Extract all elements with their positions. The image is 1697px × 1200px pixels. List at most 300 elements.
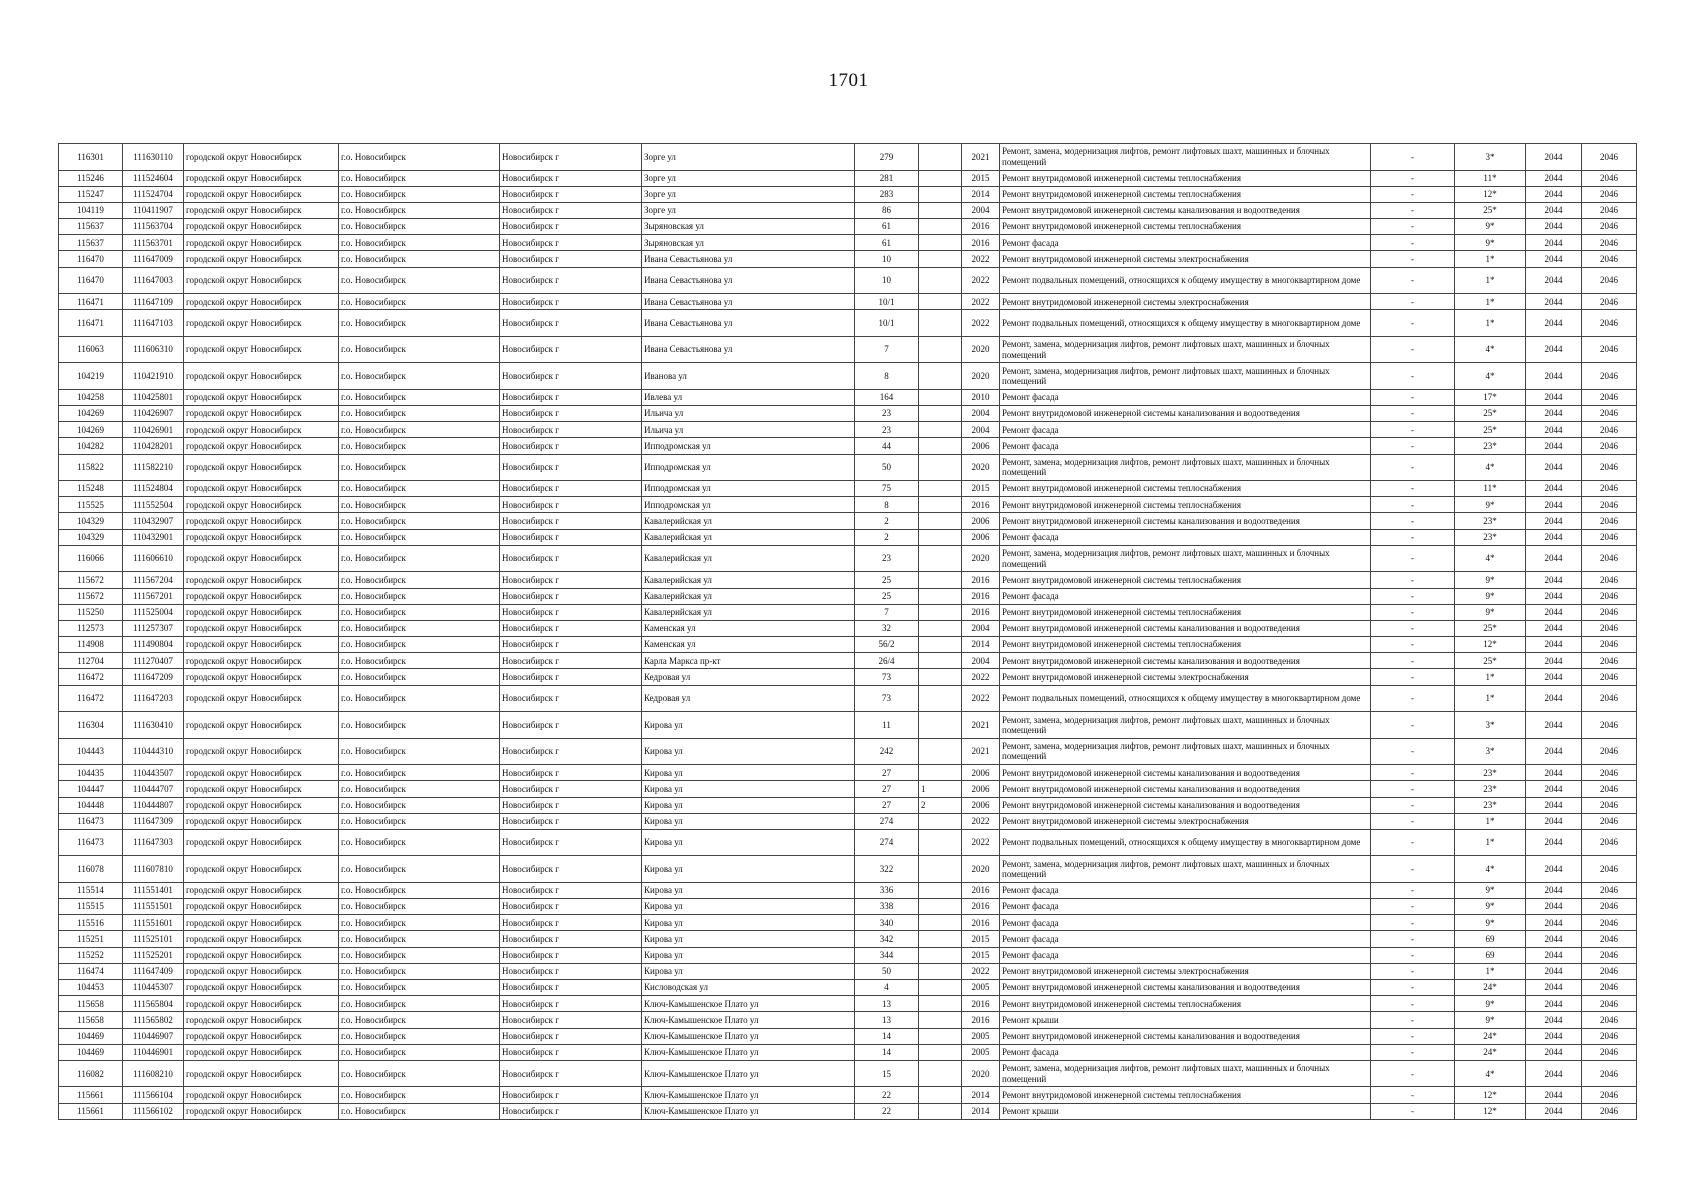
street-cell: Кирова ул <box>642 797 855 813</box>
year-cell: 2020 <box>962 363 1000 390</box>
period-cell: 23* <box>1455 765 1526 781</box>
table-row <box>59 931 1637 947</box>
record-id-cell: 111565804 <box>123 996 184 1012</box>
year-cell: 2005 <box>962 1028 1000 1044</box>
settlement-cell: г.о. Новосибирск <box>339 186 500 202</box>
house-id-cell: 116474 <box>59 963 123 979</box>
year-from-cell: 2044 <box>1526 996 1582 1012</box>
year-from-cell: 2044 <box>1526 637 1582 653</box>
house-id-cell: 115672 <box>59 572 123 588</box>
period-cell: 3* <box>1455 738 1526 765</box>
year-from-cell: 2044 <box>1526 980 1582 996</box>
settlement-cell: г.о. Новосибирск <box>339 882 500 898</box>
locality-cell: Новосибирск г <box>500 996 642 1012</box>
record-id-cell: 110432901 <box>123 529 184 545</box>
house-id-cell: 104447 <box>59 781 123 797</box>
house-id-cell: 115247 <box>59 186 123 202</box>
house-number-cell: 4 <box>855 980 919 996</box>
settlement-cell: г.о. Новосибирск <box>339 604 500 620</box>
settlement-cell: г.о. Новосибирск <box>339 310 500 337</box>
year-from-cell: 2044 <box>1526 481 1582 497</box>
record-id-cell: 111606610 <box>123 545 184 572</box>
year-cell: 2020 <box>962 454 1000 481</box>
record-id-cell: 111647003 <box>123 267 184 294</box>
year-from-cell: 2044 <box>1526 1028 1582 1044</box>
settlement-cell: г.о. Новосибирск <box>339 438 500 454</box>
year-cell: 2020 <box>962 336 1000 363</box>
table-row <box>59 406 1637 422</box>
house-number-cell: 22 <box>855 1103 919 1119</box>
period-cell: 24* <box>1455 980 1526 996</box>
locality-cell: Новосибирск г <box>500 497 642 513</box>
period-cell: 1* <box>1455 813 1526 829</box>
house-id-cell: 116470 <box>59 267 123 294</box>
period-cell: 23* <box>1455 438 1526 454</box>
municipal-district-cell: городской округ Новосибирск <box>184 899 339 915</box>
building-cell <box>919 310 962 337</box>
table-row <box>59 144 1637 171</box>
locality-cell: Новосибирск г <box>500 899 642 915</box>
settlement-cell: г.о. Новосибирск <box>339 765 500 781</box>
settlement-cell: г.о. Новосибирск <box>339 653 500 669</box>
work-type-cell: Ремонт фасада <box>1000 931 1371 947</box>
locality-cell: Новосибирск г <box>500 186 642 202</box>
record-id-cell: 111552504 <box>123 497 184 513</box>
settlement-cell: г.о. Новосибирск <box>339 406 500 422</box>
dash-cell: - <box>1371 712 1455 739</box>
settlement-cell: г.о. Новосибирск <box>339 915 500 931</box>
year-to-cell: 2046 <box>1582 963 1637 979</box>
work-type-cell: Ремонт фасада <box>1000 529 1371 545</box>
dash-cell: - <box>1371 813 1455 829</box>
settlement-cell: г.о. Новосибирск <box>339 294 500 310</box>
house-number-cell: 22 <box>855 1087 919 1103</box>
year-to-cell: 2046 <box>1582 310 1637 337</box>
street-cell: Кавалерийская ул <box>642 513 855 529</box>
municipal-district-cell: городской округ Новосибирск <box>184 406 339 422</box>
locality-cell: Новосибирск г <box>500 438 642 454</box>
house-number-cell: 8 <box>855 363 919 390</box>
year-to-cell: 2046 <box>1582 797 1637 813</box>
settlement-cell: г.о. Новосибирск <box>339 144 500 171</box>
street-cell: Ивана Севастьянова ул <box>642 251 855 267</box>
dash-cell: - <box>1371 781 1455 797</box>
dash-cell: - <box>1371 170 1455 186</box>
locality-cell: Новосибирск г <box>500 712 642 739</box>
house-id-cell: 104448 <box>59 797 123 813</box>
municipal-district-cell: городской округ Новосибирск <box>184 454 339 481</box>
record-id-cell: 110444807 <box>123 797 184 813</box>
municipal-district-cell: городской округ Новосибирск <box>184 813 339 829</box>
period-cell: 9* <box>1455 497 1526 513</box>
house-number-cell: 10/1 <box>855 294 919 310</box>
year-cell: 2014 <box>962 186 1000 202</box>
year-from-cell: 2044 <box>1526 620 1582 636</box>
building-cell <box>919 186 962 202</box>
building-cell <box>919 637 962 653</box>
house-number-cell: 342 <box>855 931 919 947</box>
work-type-cell: Ремонт внутридомовой инженерной системы канализования и водоотведения <box>1000 781 1371 797</box>
record-id-cell: 111647203 <box>123 685 184 712</box>
municipal-district-cell: городской округ Новосибирск <box>184 685 339 712</box>
period-cell: 4* <box>1455 454 1526 481</box>
settlement-cell: г.о. Новосибирск <box>339 712 500 739</box>
table-row <box>59 219 1637 235</box>
house-id-cell: 115661 <box>59 1103 123 1119</box>
street-cell: Ключ-Камышенское Плато ул <box>642 1103 855 1119</box>
building-cell <box>919 653 962 669</box>
street-cell: Кирова ул <box>642 829 855 856</box>
period-cell: 1* <box>1455 963 1526 979</box>
dash-cell: - <box>1371 1103 1455 1119</box>
dash-cell: - <box>1371 186 1455 202</box>
year-from-cell: 2044 <box>1526 915 1582 931</box>
record-id-cell: 111525101 <box>123 931 184 947</box>
year-to-cell: 2046 <box>1582 572 1637 588</box>
year-cell: 2015 <box>962 170 1000 186</box>
building-cell <box>919 294 962 310</box>
street-cell: Кирова ул <box>642 882 855 898</box>
year-cell: 2021 <box>962 712 1000 739</box>
street-cell: Кирова ул <box>642 781 855 797</box>
house-number-cell: 15 <box>855 1060 919 1087</box>
year-from-cell: 2044 <box>1526 389 1582 405</box>
year-from-cell: 2044 <box>1526 604 1582 620</box>
work-type-cell: Ремонт внутридомовой инженерной системы теплоснабжения <box>1000 481 1371 497</box>
locality-cell: Новосибирск г <box>500 513 642 529</box>
year-to-cell: 2046 <box>1582 604 1637 620</box>
house-number-cell: 27 <box>855 765 919 781</box>
year-from-cell: 2044 <box>1526 1012 1582 1028</box>
locality-cell: Новосибирск г <box>500 1103 642 1119</box>
year-to-cell: 2046 <box>1582 235 1637 251</box>
dash-cell: - <box>1371 931 1455 947</box>
settlement-cell: г.о. Новосибирск <box>339 389 500 405</box>
dash-cell: - <box>1371 406 1455 422</box>
house-number-cell: 50 <box>855 963 919 979</box>
house-id-cell: 116063 <box>59 336 123 363</box>
settlement-cell: г.о. Новосибирск <box>339 572 500 588</box>
year-to-cell: 2046 <box>1582 363 1637 390</box>
work-type-cell: Ремонт, замена, модернизация лифтов, ремонт лифтовых шахт, машинных и блочных помещений <box>1000 712 1371 739</box>
record-id-cell: 111563701 <box>123 235 184 251</box>
table-row <box>59 529 1637 545</box>
year-to-cell: 2046 <box>1582 202 1637 218</box>
year-from-cell: 2044 <box>1526 336 1582 363</box>
building-cell <box>919 1012 962 1028</box>
street-cell: Кирова ул <box>642 947 855 963</box>
street-cell: Зорге ул <box>642 186 855 202</box>
dash-cell: - <box>1371 829 1455 856</box>
period-cell: 69 <box>1455 931 1526 947</box>
table-row <box>59 481 1637 497</box>
dash-cell: - <box>1371 572 1455 588</box>
municipal-district-cell: городской округ Новосибирск <box>184 856 339 883</box>
locality-cell: Новосибирск г <box>500 219 642 235</box>
year-cell: 2022 <box>962 251 1000 267</box>
settlement-cell: г.о. Новосибирск <box>339 481 500 497</box>
house-number-cell: 44 <box>855 438 919 454</box>
building-cell <box>919 572 962 588</box>
building-cell <box>919 219 962 235</box>
year-cell: 2022 <box>962 310 1000 337</box>
street-cell: Кирова ул <box>642 915 855 931</box>
period-cell: 23* <box>1455 529 1526 545</box>
settlement-cell: г.о. Новосибирск <box>339 588 500 604</box>
year-from-cell: 2044 <box>1526 685 1582 712</box>
work-type-cell: Ремонт, замена, модернизация лифтов, ремонт лифтовых шахт, машинных и блочных помещений <box>1000 336 1371 363</box>
house-id-cell: 116066 <box>59 545 123 572</box>
year-from-cell: 2044 <box>1526 653 1582 669</box>
work-type-cell: Ремонт внутридомовой инженерной системы электроснабжения <box>1000 813 1371 829</box>
house-id-cell: 116473 <box>59 829 123 856</box>
municipal-district-cell: городской округ Новосибирск <box>184 1103 339 1119</box>
record-id-cell: 111563704 <box>123 219 184 235</box>
period-cell: 9* <box>1455 604 1526 620</box>
house-number-cell: 11 <box>855 712 919 739</box>
building-cell <box>919 454 962 481</box>
table-row <box>59 781 1637 797</box>
period-cell: 1* <box>1455 310 1526 337</box>
year-cell: 2020 <box>962 545 1000 572</box>
house-number-cell: 344 <box>855 947 919 963</box>
building-cell <box>919 765 962 781</box>
settlement-cell: г.о. Новосибирск <box>339 947 500 963</box>
street-cell: Зорге ул <box>642 170 855 186</box>
street-cell: Кирова ул <box>642 856 855 883</box>
locality-cell: Новосибирск г <box>500 781 642 797</box>
dash-cell: - <box>1371 497 1455 513</box>
record-id-cell: 111607810 <box>123 856 184 883</box>
house-id-cell: 115251 <box>59 931 123 947</box>
building-cell <box>919 1087 962 1103</box>
locality-cell: Новосибирск г <box>500 251 642 267</box>
locality-cell: Новосибирск г <box>500 738 642 765</box>
street-cell: Кавалерийская ул <box>642 572 855 588</box>
record-id-cell: 110432907 <box>123 513 184 529</box>
year-cell: 2004 <box>962 202 1000 218</box>
year-cell: 2016 <box>962 497 1000 513</box>
municipal-district-cell: городской округ Новосибирск <box>184 336 339 363</box>
settlement-cell: г.о. Новосибирск <box>339 738 500 765</box>
dash-cell: - <box>1371 1012 1455 1028</box>
table-row <box>59 813 1637 829</box>
dash-cell: - <box>1371 653 1455 669</box>
street-cell: Ивана Севастьянова ул <box>642 267 855 294</box>
building-cell <box>919 438 962 454</box>
house-number-cell: 10 <box>855 251 919 267</box>
locality-cell: Новосибирск г <box>500 422 642 438</box>
capital-repair-table <box>58 143 1637 1120</box>
table-row <box>59 235 1637 251</box>
locality-cell: Новосибирск г <box>500 947 642 963</box>
locality-cell: Новосибирск г <box>500 931 642 947</box>
street-cell: Кирова ул <box>642 963 855 979</box>
locality-cell: Новосибирск г <box>500 1028 642 1044</box>
settlement-cell: г.о. Новосибирск <box>339 856 500 883</box>
year-to-cell: 2046 <box>1582 637 1637 653</box>
year-cell: 2005 <box>962 980 1000 996</box>
locality-cell: Новосибирск г <box>500 856 642 883</box>
year-from-cell: 2044 <box>1526 497 1582 513</box>
building-cell <box>919 406 962 422</box>
year-from-cell: 2044 <box>1526 144 1582 171</box>
period-cell: 24* <box>1455 1028 1526 1044</box>
year-cell: 2006 <box>962 438 1000 454</box>
year-to-cell: 2046 <box>1582 294 1637 310</box>
year-to-cell: 2046 <box>1582 454 1637 481</box>
year-cell: 2022 <box>962 829 1000 856</box>
street-cell: Ключ-Камышенское Плато ул <box>642 1012 855 1028</box>
house-id-cell: 114908 <box>59 637 123 653</box>
building-cell <box>919 604 962 620</box>
year-cell: 2014 <box>962 1103 1000 1119</box>
dash-cell: - <box>1371 454 1455 481</box>
house-id-cell: 115516 <box>59 915 123 931</box>
period-cell: 25* <box>1455 422 1526 438</box>
house-number-cell: 10/1 <box>855 310 919 337</box>
work-type-cell: Ремонт внутридомовой инженерной системы канализования и водоотведения <box>1000 202 1371 218</box>
locality-cell: Новосибирск г <box>500 202 642 218</box>
table-row <box>59 637 1637 653</box>
street-cell: Каменская ул <box>642 620 855 636</box>
locality-cell: Новосибирск г <box>500 980 642 996</box>
dash-cell: - <box>1371 738 1455 765</box>
record-id-cell: 111608210 <box>123 1060 184 1087</box>
dash-cell: - <box>1371 882 1455 898</box>
record-id-cell: 111525201 <box>123 947 184 963</box>
house-id-cell: 115248 <box>59 481 123 497</box>
year-to-cell: 2046 <box>1582 829 1637 856</box>
house-id-cell: 115250 <box>59 604 123 620</box>
record-id-cell: 110421910 <box>123 363 184 390</box>
record-id-cell: 110446901 <box>123 1044 184 1060</box>
year-cell: 2006 <box>962 765 1000 781</box>
year-to-cell: 2046 <box>1582 738 1637 765</box>
house-number-cell: 27 <box>855 781 919 797</box>
period-cell: 12* <box>1455 1103 1526 1119</box>
year-from-cell: 2044 <box>1526 363 1582 390</box>
year-cell: 2016 <box>962 604 1000 620</box>
period-cell: 11* <box>1455 481 1526 497</box>
year-to-cell: 2046 <box>1582 620 1637 636</box>
settlement-cell: г.о. Новосибирск <box>339 996 500 1012</box>
table-row <box>59 170 1637 186</box>
year-cell: 2015 <box>962 481 1000 497</box>
work-type-cell: Ремонт крыши <box>1000 1103 1371 1119</box>
locality-cell: Новосибирск г <box>500 685 642 712</box>
building-cell <box>919 202 962 218</box>
house-id-cell: 115822 <box>59 454 123 481</box>
street-cell: Иванова ул <box>642 363 855 390</box>
year-to-cell: 2046 <box>1582 765 1637 781</box>
house-id-cell: 115252 <box>59 947 123 963</box>
period-cell: 1* <box>1455 251 1526 267</box>
dash-cell: - <box>1371 310 1455 337</box>
street-cell: Ключ-Камышенское Плато ул <box>642 1028 855 1044</box>
work-type-cell: Ремонт фасада <box>1000 235 1371 251</box>
building-cell <box>919 1044 962 1060</box>
house-number-cell: 336 <box>855 882 919 898</box>
year-to-cell: 2046 <box>1582 267 1637 294</box>
record-id-cell: 111524804 <box>123 481 184 497</box>
year-to-cell: 2046 <box>1582 882 1637 898</box>
record-id-cell: 111551501 <box>123 899 184 915</box>
municipal-district-cell: городской округ Новосибирск <box>184 202 339 218</box>
house-number-cell: 322 <box>855 856 919 883</box>
table-row <box>59 251 1637 267</box>
locality-cell: Новосибирск г <box>500 572 642 588</box>
year-to-cell: 2046 <box>1582 947 1637 963</box>
street-cell: Кедровая ул <box>642 685 855 712</box>
year-cell: 2016 <box>962 882 1000 898</box>
settlement-cell: г.о. Новосибирск <box>339 422 500 438</box>
settlement-cell: г.о. Новосибирск <box>339 813 500 829</box>
year-to-cell: 2046 <box>1582 251 1637 267</box>
period-cell: 9* <box>1455 899 1526 915</box>
locality-cell: Новосибирск г <box>500 235 642 251</box>
house-number-cell: 338 <box>855 899 919 915</box>
dash-cell: - <box>1371 529 1455 545</box>
municipal-district-cell: городской округ Новосибирск <box>184 947 339 963</box>
dash-cell: - <box>1371 637 1455 653</box>
year-from-cell: 2044 <box>1526 1103 1582 1119</box>
house-id-cell: 104258 <box>59 389 123 405</box>
table-row <box>59 947 1637 963</box>
year-to-cell: 2046 <box>1582 513 1637 529</box>
municipal-district-cell: городской округ Новосибирск <box>184 438 339 454</box>
house-number-cell: 86 <box>855 202 919 218</box>
settlement-cell: г.о. Новосибирск <box>339 363 500 390</box>
settlement-cell: г.о. Новосибирск <box>339 251 500 267</box>
year-cell: 2016 <box>962 588 1000 604</box>
house-id-cell: 116082 <box>59 1060 123 1087</box>
locality-cell: Новосибирск г <box>500 829 642 856</box>
period-cell: 3* <box>1455 144 1526 171</box>
settlement-cell: г.о. Новосибирск <box>339 931 500 947</box>
year-to-cell: 2046 <box>1582 915 1637 931</box>
period-cell: 9* <box>1455 882 1526 898</box>
table-row <box>59 685 1637 712</box>
settlement-cell: г.о. Новосибирск <box>339 235 500 251</box>
year-cell: 2016 <box>962 996 1000 1012</box>
municipal-district-cell: городской округ Новосибирск <box>184 363 339 390</box>
period-cell: 23* <box>1455 781 1526 797</box>
work-type-cell: Ремонт внутридомовой инженерной системы электроснабжения <box>1000 963 1371 979</box>
work-type-cell: Ремонт внутридомовой инженерной системы электроснабжения <box>1000 251 1371 267</box>
record-id-cell: 111270407 <box>123 653 184 669</box>
year-to-cell: 2046 <box>1582 813 1637 829</box>
year-to-cell: 2046 <box>1582 996 1637 1012</box>
building-cell <box>919 497 962 513</box>
locality-cell: Новосибирск г <box>500 797 642 813</box>
locality-cell: Новосибирск г <box>500 1012 642 1028</box>
house-number-cell: 340 <box>855 915 919 931</box>
table-row <box>59 1028 1637 1044</box>
work-type-cell: Ремонт фасада <box>1000 899 1371 915</box>
record-id-cell: 111567204 <box>123 572 184 588</box>
dash-cell: - <box>1371 1087 1455 1103</box>
building-cell <box>919 980 962 996</box>
building-cell <box>919 685 962 712</box>
year-from-cell: 2044 <box>1526 438 1582 454</box>
building-cell <box>919 513 962 529</box>
work-type-cell: Ремонт внутридомовой инженерной системы канализования и водоотведения <box>1000 620 1371 636</box>
house-number-cell: 61 <box>855 219 919 235</box>
building-cell <box>919 336 962 363</box>
street-cell: Ивана Севастьянова ул <box>642 294 855 310</box>
year-from-cell: 2044 <box>1526 899 1582 915</box>
